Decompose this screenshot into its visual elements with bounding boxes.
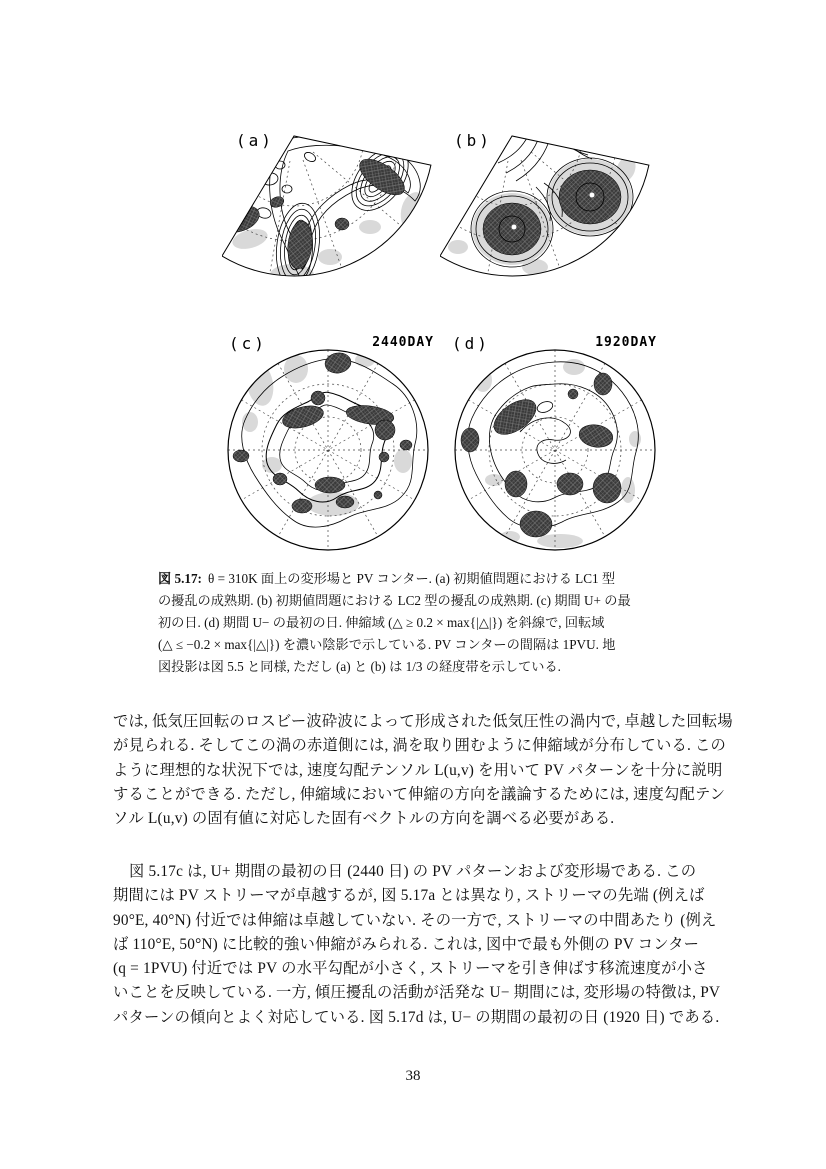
text-line: 図 5.17c は, U+ 期間の最初の日 (2440 日) の PV パターンおよび変形場である. この bbox=[129, 863, 697, 880]
caption-line: 図投影は図 5.5 と同様, ただし (a) と (b) は 1/3 の経度帯を示している. bbox=[158, 659, 561, 674]
pv-contours bbox=[468, 362, 639, 528]
panel-a-label: (a) bbox=[236, 131, 274, 150]
figure-number: 図 5.17: bbox=[158, 571, 202, 586]
panel-c-field bbox=[228, 350, 428, 550]
body-paragraph-2 bbox=[113, 860, 753, 1030]
caption-line: の擾乱の成熟期. (b) 初期値問題における LC2 型の擾乱の成熟期. (c) 期間 U+ の最 bbox=[158, 593, 631, 608]
text-line: (q = 1PVU) 付近では PV の水平勾配が小さく, ストリーマを引き伸ばす移流速度が小さ bbox=[113, 960, 708, 978]
body-paragraph-1 bbox=[113, 710, 753, 831]
text-line: ソル L(u,v) の固有値に対応した固有ベクトルの方向を調べる必要がある. bbox=[113, 810, 615, 828]
panel-c-label: (c) bbox=[229, 334, 267, 353]
figure-panel-a bbox=[222, 127, 434, 289]
figure-caption bbox=[158, 568, 698, 678]
page-number: 38 bbox=[405, 1068, 421, 1084]
rotation-regions bbox=[233, 351, 412, 513]
text-line: いことを反映している. 一方, 傾圧擾乱の活動が活発な U− 期間には, 変形場の特徴は, PV bbox=[113, 984, 721, 1002]
pv-contours bbox=[244, 136, 420, 289]
stretching-regions bbox=[230, 137, 430, 286]
panel-a-field bbox=[222, 127, 433, 289]
stretching-regions bbox=[474, 359, 641, 548]
panel-d-label: (d) bbox=[452, 334, 490, 353]
panel-d-field bbox=[455, 350, 655, 550]
caption-line bbox=[158, 568, 698, 590]
panel-b-field bbox=[448, 129, 648, 275]
figure-panel-b bbox=[440, 127, 652, 289]
figure-panel-d bbox=[450, 332, 665, 558]
text-line: 期間には PV ストリーマが卓越するが, 図 5.17a とは異なり, ストリーマの先端 (例えば bbox=[113, 887, 705, 905]
panel-c-plot bbox=[225, 332, 440, 554]
text-line: ば 110°E, 50°N) に比較的強い伸縮がみられる. これは, 図中で最も外側の PV コンター bbox=[113, 935, 700, 953]
rotation-regions bbox=[461, 373, 621, 537]
panel-d-day-label: 1920DAY bbox=[595, 335, 657, 350]
panel-d-plot bbox=[450, 332, 665, 554]
caption-line: (△ ≤ −0.2 × max{|△|}) を濃い陰影で示している. PV コンターの間隔は 1PVU. 地 bbox=[158, 637, 616, 652]
panel-c-day-label: 2440DAY bbox=[372, 335, 434, 350]
text-line: 90°E, 40°N) 付近では伸縮は卓越していない. その一方で, ストリーマの中間あたり (例え bbox=[113, 911, 717, 929]
text-line: することができる. ただし, 伸縮域において伸縮の方向を議論するためには, 速度勾配テン bbox=[113, 785, 726, 803]
text-line: が見られる. そしてこの渦の赤道側には, 渦を取り囲むように伸縮域が分布している. この bbox=[113, 737, 727, 755]
caption-text: θ = 310K 面上の変形場と PV コンター. (a) 初期値問題における LC1 型 bbox=[207, 571, 616, 586]
panel-a-plot bbox=[222, 127, 434, 289]
panel-b-plot bbox=[440, 127, 652, 289]
panel-b-label: (b) bbox=[454, 131, 492, 150]
text-line: では, 低気圧回転のロスビー波砕波によって形成された低気圧性の渦内で, 卓越した回転場 bbox=[113, 713, 733, 730]
figure-panel-c bbox=[225, 332, 440, 558]
text-line: パターンの傾向とよく対応している. 図 5.17d は, U− の期間の最初の日 (1920 日) である. bbox=[113, 1008, 720, 1026]
caption-line: 初の日. (d) 期間 U− の最初の日. 伸縮域 (△ ≥ 0.2 × max{|△|}) を斜線で, 回転域 bbox=[158, 615, 605, 630]
text-line: ように理想的な状況下では, 速度勾配テンソル L(u,v) を用いて PV パターンを十分に説明 bbox=[113, 761, 723, 779]
